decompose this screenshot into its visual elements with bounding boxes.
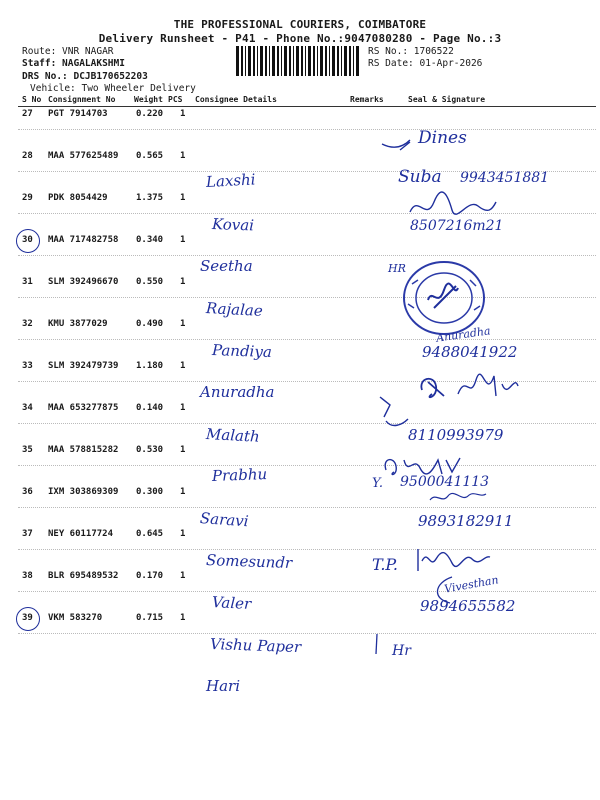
sno-cell: 31 <box>22 277 33 287</box>
row-divider <box>18 297 596 298</box>
consignee-handwriting: Valer <box>211 593 252 614</box>
col-weight: Weight <box>134 95 163 104</box>
weight-cell: 0.715 <box>136 613 164 623</box>
signature-40: Hr <box>392 643 411 659</box>
consignee-handwriting: Saravi <box>199 509 250 531</box>
rs-number: RS No.: 1706522 <box>368 46 454 57</box>
route-label: Route: VNR NAGAR <box>22 46 114 57</box>
signature-29-name: Suba <box>398 167 442 187</box>
consignee-handwriting: Prabhu <box>211 465 268 485</box>
company-title: THE PROFESSIONAL COURIERS, COIMBATORE <box>173 18 427 31</box>
sno-cell: 36 <box>22 487 33 497</box>
pcs-cell: 1 <box>180 487 186 497</box>
signature-37-phone: 9893182911 <box>418 512 514 530</box>
row-divider <box>18 255 596 256</box>
row-divider <box>18 633 596 634</box>
circled-sno-mark <box>16 229 40 253</box>
pcs-cell: 1 <box>180 193 186 203</box>
pcs-cell: 1 <box>180 151 186 161</box>
weight-cell: 0.550 <box>136 277 164 287</box>
weight-cell: 0.530 <box>136 445 164 455</box>
consignment-cell: MAA 578815282 <box>48 445 119 455</box>
drs-label: DRS No.: DCJB170652203 <box>22 71 148 82</box>
pcs-cell: 1 <box>180 445 186 455</box>
row-divider <box>18 549 596 550</box>
sno-cell: 38 <box>22 571 33 581</box>
rs-date: RS Date: 01-Apr-2026 <box>368 58 483 69</box>
consignee-handwriting: Laxshi <box>205 170 256 191</box>
pcs-cell: 1 <box>180 277 186 287</box>
table-row <box>18 613 358 627</box>
table-row <box>18 277 358 291</box>
weight-cell: 0.340 <box>136 235 164 245</box>
col-remarks: Remarks <box>350 95 384 104</box>
pcs-cell: 1 <box>180 319 186 329</box>
pcs-cell: 1 <box>180 361 186 371</box>
consignment-cell: BLR 695489532 <box>48 571 119 581</box>
row-divider <box>18 507 596 508</box>
consignee-handwriting: Malath <box>205 425 261 446</box>
sno-cell: 27 <box>22 109 33 119</box>
circled-sno-mark <box>16 607 40 631</box>
pcs-cell: 1 <box>180 529 186 539</box>
col-sno: S No <box>22 95 42 104</box>
row-divider <box>18 213 596 214</box>
table-row <box>18 403 358 417</box>
consignment-cell: SLM 392479739 <box>48 361 119 371</box>
stamp-initials: HR <box>388 262 406 275</box>
consignment-cell: PGT 7914703 <box>48 109 108 119</box>
pcs-cell: 1 <box>180 109 186 119</box>
consignee-handwriting: Vishu Paper <box>209 635 302 657</box>
consignment-cell: PDK 8054429 <box>48 193 108 203</box>
signature-30-scribble <box>408 192 498 220</box>
consignment-cell: IXM 303869309 <box>48 487 119 497</box>
consignee-handwriting: Pandiya <box>211 341 273 362</box>
signature-35-phone: 8110993979 <box>408 426 504 444</box>
weight-cell: 1.375 <box>136 193 164 203</box>
row-divider <box>18 423 596 424</box>
signature-38-scribble <box>412 545 492 577</box>
weight-cell: 0.490 <box>136 319 164 329</box>
table-row <box>18 571 358 585</box>
pcs-cell: 1 <box>180 571 186 581</box>
row-divider <box>18 129 596 130</box>
signature-40-mark <box>372 632 382 658</box>
consignment-cell: MAA 653277875 <box>48 403 119 413</box>
col-pcs: PCS <box>168 95 183 104</box>
signature-29-phone: 9943451881 <box>460 170 550 186</box>
weight-cell: 0.220 <box>136 109 164 119</box>
weight-cell: 0.565 <box>136 151 164 161</box>
pcs-cell: 1 <box>180 235 186 245</box>
sno-cell: 37 <box>22 529 33 539</box>
sno-cell: 39 <box>22 613 33 623</box>
consignee-handwriting: Kovai <box>211 215 255 235</box>
table-row <box>18 109 358 123</box>
sno-cell: 32 <box>22 319 33 329</box>
row-divider <box>18 465 596 466</box>
pcs-cell: 1 <box>180 613 186 623</box>
signature-33-phone: 9488041922 <box>422 343 518 361</box>
sno-cell: 28 <box>22 151 33 161</box>
staff-label: Staff: NAGALAKSHMI <box>22 58 125 69</box>
consignee-handwriting: Anuradha <box>200 383 275 401</box>
consignment-cell: MAA 717482758 <box>48 235 119 245</box>
table-row <box>18 529 358 543</box>
signature-39-phone: 9894655582 <box>420 597 516 615</box>
vehicle-label: Vehicle: Two Wheeler Delivery <box>30 83 196 94</box>
sno-cell: 35 <box>22 445 33 455</box>
row-divider <box>18 339 596 340</box>
signature-37-scribble <box>428 490 488 506</box>
weight-cell: 0.645 <box>136 529 164 539</box>
sno-cell: 33 <box>22 361 33 371</box>
consignee-handwriting: Seetha <box>200 257 253 275</box>
sno-cell: 34 <box>22 403 33 413</box>
signature-30-phone: 8507216m21 <box>410 218 504 234</box>
consignment-cell: MAA 577625489 <box>48 151 119 161</box>
sno-cell: 30 <box>22 235 33 245</box>
table-row <box>18 487 358 501</box>
barcode <box>236 46 362 76</box>
runsheet-subtitle: Delivery Runsheet - P41 - Phone No.:9047080280 - Page No.:3 <box>98 32 502 45</box>
col-consignment: Consignment No <box>48 95 116 104</box>
consignment-cell: KMU 3877029 <box>48 319 108 329</box>
consignment-cell: SLM 392496670 <box>48 277 119 287</box>
weight-cell: 0.170 <box>136 571 164 581</box>
consignee-handwriting: Hari <box>206 677 240 695</box>
table-row <box>18 151 358 165</box>
table-row <box>18 235 358 249</box>
signature-39-name: Vivesthan <box>443 573 500 596</box>
consignee-handwriting: Rajalae <box>205 299 264 320</box>
weight-cell: 1.180 <box>136 361 164 371</box>
consignment-cell: VKM 583270 <box>48 613 103 623</box>
signature-36-mark: Y. <box>372 476 384 491</box>
pcs-cell: 1 <box>180 403 186 413</box>
weight-cell: 0.140 <box>136 403 164 413</box>
signature-28: Dines <box>418 128 467 148</box>
consignee-handwriting: Somesundr <box>205 551 293 573</box>
signature-38-initials: T.P. <box>372 555 399 574</box>
signature-34-scribble <box>414 370 524 410</box>
sno-cell: 29 <box>22 193 33 203</box>
col-seal-signature: Seal & Signature <box>408 95 486 104</box>
row-divider <box>18 591 596 592</box>
consignment-cell: NEY 60117724 <box>48 529 114 539</box>
table-row <box>18 445 358 459</box>
signature-33-name: Anuradha <box>435 324 492 345</box>
header-rule <box>18 106 596 107</box>
table-row <box>18 361 358 375</box>
weight-cell: 0.300 <box>136 487 164 497</box>
table-row <box>18 319 358 333</box>
table-row <box>18 193 358 207</box>
col-consignee: Consignee Details <box>195 95 277 104</box>
signature-36-phone: 9500041113 <box>400 474 490 490</box>
